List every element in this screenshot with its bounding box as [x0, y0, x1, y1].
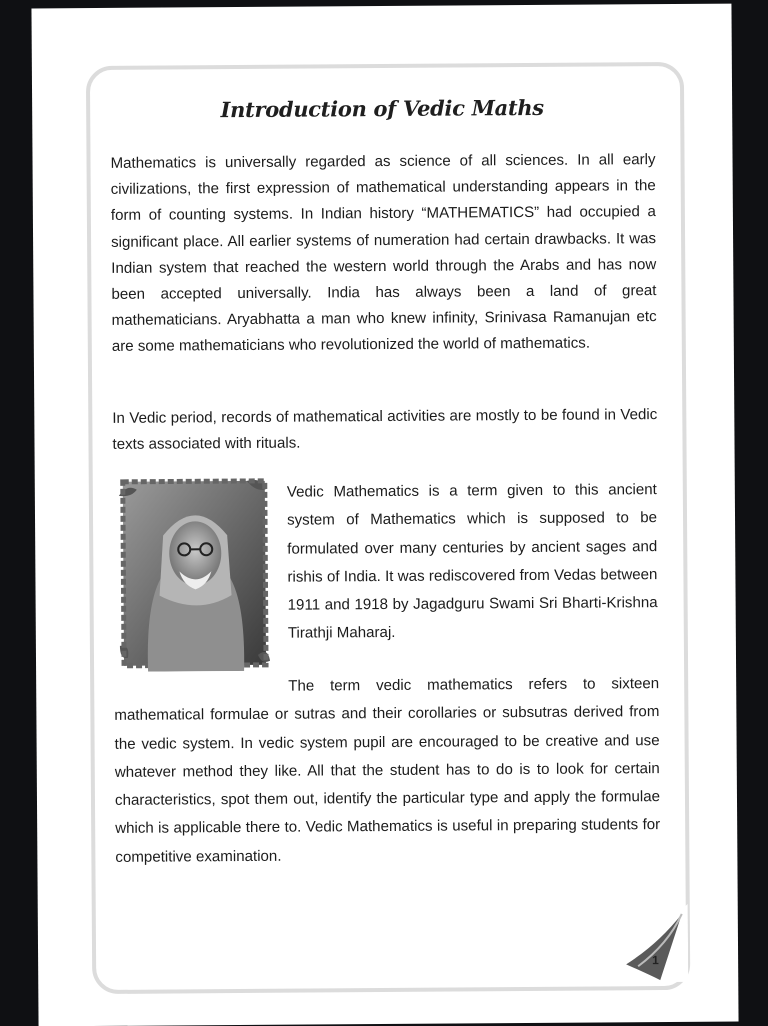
page-number: 1	[652, 953, 659, 967]
sutras-paragraph: The term vedic mathematics refers to sixteen mathematical formulae or sutras and their corollaries or subsutras derived from the vedic system. In vedic system pupil are encouraged to be creative and use whatever method they like. All that the student has to do is to look for certain characteristics, spot them out, identify the particular type and apply the formulae which is applicable there to. Vedic Mathematics is useful in preparing students for competitive examination.	[114, 670, 660, 872]
portrait-photo-icon	[117, 475, 272, 672]
page-curl-icon	[598, 904, 689, 985]
page-title: Introduction of Vedic Maths	[32, 94, 732, 124]
vedic-mathematics-paragraph: Vedic Mathematics is a term given to this ancient system of Mathematics which is supposed to be formulated over many centuries by ancient sages and rishis of India. It was rediscovered from Vedas between 1911 and 1918 by Jagadguru Swami Sri Bharti-Krishna Tirathji Maharaj.	[287, 476, 658, 648]
intro-paragraph: Mathematics is universally regarded as science of all sciences. In all early civilizations, the first expression of mathematical understanding appears in the form of counting systems. In Indian history “MATHEMATICS” had occupied a significant place. All earlier systems of numeration had certain drawbacks. It was Indian system that reached the western world through the Arabs and has now been accepted universally. India has always been a land of great mathematicians. Aryabhatta a man who knew infinity, Srinivasa Ramanujan etc are some mathematicians who revolutionized the world of mathematics.	[110, 147, 656, 360]
vedic-period-paragraph: In Vedic period, records of mathematical activities are mostly to be found in Vedic texts associated with rituals.	[112, 402, 657, 458]
book-page	[31, 4, 738, 1026]
